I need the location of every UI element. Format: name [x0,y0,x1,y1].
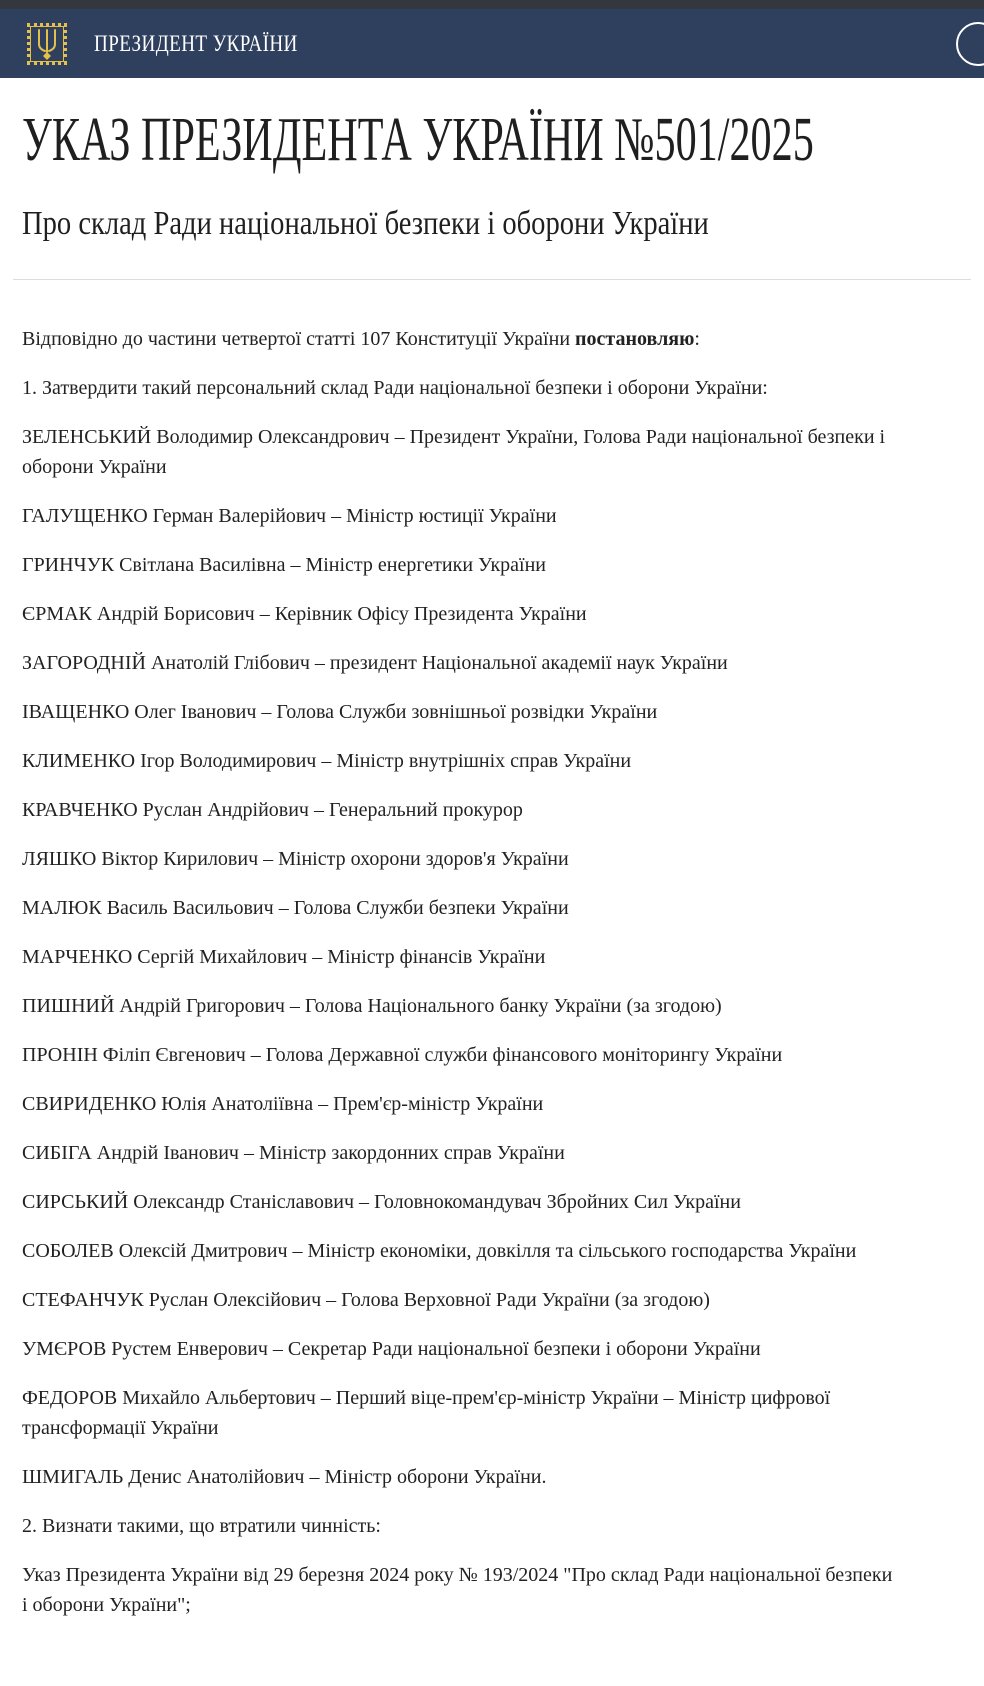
decree-body [0,280,984,1620]
member-paragraph: КРАВЧЕНКО Руслан Андрійович – Генеральний прокурор [22,798,523,821]
member-paragraph: ШМИГАЛЬ Денис Анатолійович – Міністр оборони України. [22,1465,547,1488]
browser-top-strip [0,0,984,9]
revoked-list [22,1560,962,1620]
member-paragraph: ЛЯШКО Віктор Кирилович – Міністр охорони здоров'я України [22,847,569,870]
decree-page [0,106,984,245]
member-paragraph: СИБІГА Андрій Іванович – Міністр закордонних справ України [22,1141,565,1164]
decree-title: УКАЗ ПРЕЗИДЕНТА УКРАЇНИ №501/2025 [22,106,814,174]
member-paragraph: СВИРИДЕНКО Юлія Анатоліївна – Прем'єр-міністр України [22,1092,544,1115]
member-paragraph: СТЕФАНЧУК Руслан Олексійович – Голова Верховної Ради України (за згодою) [22,1288,710,1311]
member-paragraph: ЄРМАК Андрій Борисович – Керівник Офісу Президента України [22,602,587,625]
site-logo[interactable] [27,23,67,65]
tryzub-icon [35,28,59,60]
revoked-paragraph: Указ Президента України від 29 березня 2024 року № 193/2024 "Про склад Ради національної безпеки і оборони України"; [22,1563,893,1616]
decree-subtitle: Про склад Ради національної безпеки і оборони України [22,205,709,243]
search-icon[interactable] [956,22,984,66]
member-paragraph: ГАЛУЩЕНКО Герман Валерійович – Міністр юстиції України [22,504,557,527]
members-list [22,422,962,1492]
member-paragraph: ІВАЩЕНКО Олег Іванович – Голова Служби зовнішньої розвідки України [22,700,658,723]
member-paragraph: УМЄРОВ Рустем Енверович – Секретар Ради національної безпеки і оборони України [22,1337,761,1360]
member-paragraph: ЗАГОРОДНІЙ Анатолій Глібович – президент Національної академії наук України [22,651,728,674]
member-paragraph: СИРСЬКИЙ Олександр Станіславович – Головнокомандувач Збройних Сил України [22,1190,741,1213]
member-paragraph: ПРОНІН Філіп Євгенович – Голова Державної служби фінансового моніторингу України [22,1043,783,1066]
intro-paragraph: Відповідно до частини четвертої статті 107 Конституції України постановляю: [22,327,700,350]
member-paragraph: МАЛЮК Василь Васильович – Голова Служби безпеки України [22,896,569,919]
member-paragraph: МАРЧЕНКО Сергій Михайлович – Міністр фінансів України [22,945,546,968]
member-paragraph: ЗЕЛЕНСЬКИЙ Володимир Олександрович – Президент України, Голова Ради національної безпеки і оборони України [22,425,886,478]
member-paragraph: ПИШНИЙ Андрій Григорович – Голова Національного банку України (за згодою) [22,994,722,1017]
member-paragraph: ФЕДОРОВ Михайло Альбертович – Перший віце-прем'єр-міністр України – Міністр цифрової трансформації України [22,1386,831,1439]
item2-heading: 2. Визнати такими, що втратили чинність: [22,1514,381,1537]
item1-heading: 1. Затвердити такий персональний склад Ради національної безпеки і оборони України: [22,376,768,399]
site-title[interactable]: ПРЕЗИДЕНТ УКРАЇНИ [94,30,298,56]
member-paragraph: КЛИМЕНКО Ігор Володимирович – Міністр внутрішніх справ України [22,749,632,772]
member-paragraph: СОБОЛЕВ Олексій Дмитрович – Міністр економіки, довкілля та сільського господарства України [22,1239,857,1262]
member-paragraph: ГРИНЧУК Світлана Василівна – Міністр енергетики України [22,553,547,576]
site-header [0,9,984,78]
resolve-word: постановляю [575,327,695,350]
